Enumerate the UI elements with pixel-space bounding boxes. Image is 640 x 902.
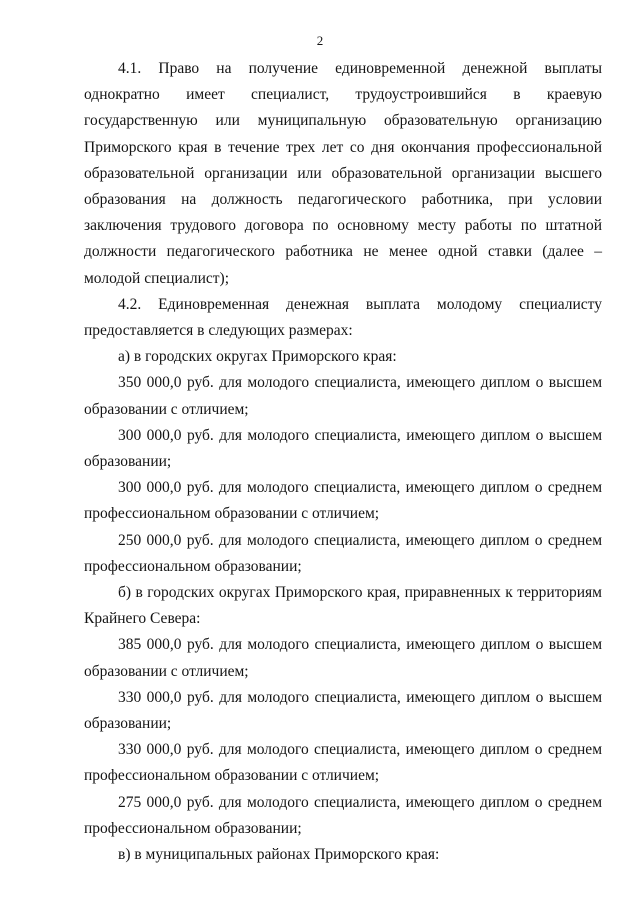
- subitem-b-heading: б) в городских округах Приморского края, приравненных к территориям Крайнего Севера:: [84, 584, 602, 628]
- amount-item: 350 000,0 руб. для молодого специалиста, имеющего диплом о высшем образовании с отличием;: [84, 374, 602, 418]
- paragraph-4-2: 4.2. Единовременная денежная выплата молодому специалисту предоставляется в следующих размерах:: [84, 295, 602, 340]
- subitem-a-heading: а) в городских округах Приморского края:: [118, 348, 397, 366]
- amount-item: 300 000,0 руб. для молодого специалиста, имеющего диплом о высшем образовании;: [84, 426, 602, 471]
- amount-item: 330 000,0 руб. для молодого специалиста, имеющего диплом о среднем профессиональном образовании с отличием;: [84, 741, 602, 785]
- amount-item: 330 000,0 руб. для молодого специалиста, имеющего диплом о высшем образовании;: [84, 688, 602, 733]
- subitem-v-heading: в) в муниципальных районах Приморского края:: [118, 846, 440, 864]
- page-number: 2: [316, 33, 324, 48]
- amount-item: 300 000,0 руб. для молодого специалиста, имеющего диплом о среднем профессиональном образовании с отличием;: [84, 479, 602, 523]
- paragraph-4-1: 4.1. Право на получение единовременной денежной выплаты однократно имеет специалист, трудоустроившийся в краевую государственную или муниципальную образовательную организацию Приморского края в течение трех лет со дня окончания профессиональной образовательной организации или образовательной организации высшего образования на должность педагогического работника, при условии заключения трудового договора по основному месту работы по штатной должности педагогического работника не менее одной ставки (далее – молодой специалист);: [84, 60, 602, 287]
- amount-item: 250 000,0 руб. для молодого специалиста, имеющего диплом о среднем профессиональном образовании;: [84, 531, 602, 575]
- document-body: [84, 56, 602, 868]
- amount-item: 385 000,0 руб. для молодого специалиста, имеющего диплом о высшем образовании с отличием;: [84, 636, 602, 680]
- amount-item: 275 000,0 руб. для молодого специалиста, имеющего диплом о среднем профессиональном образовании;: [84, 793, 602, 837]
